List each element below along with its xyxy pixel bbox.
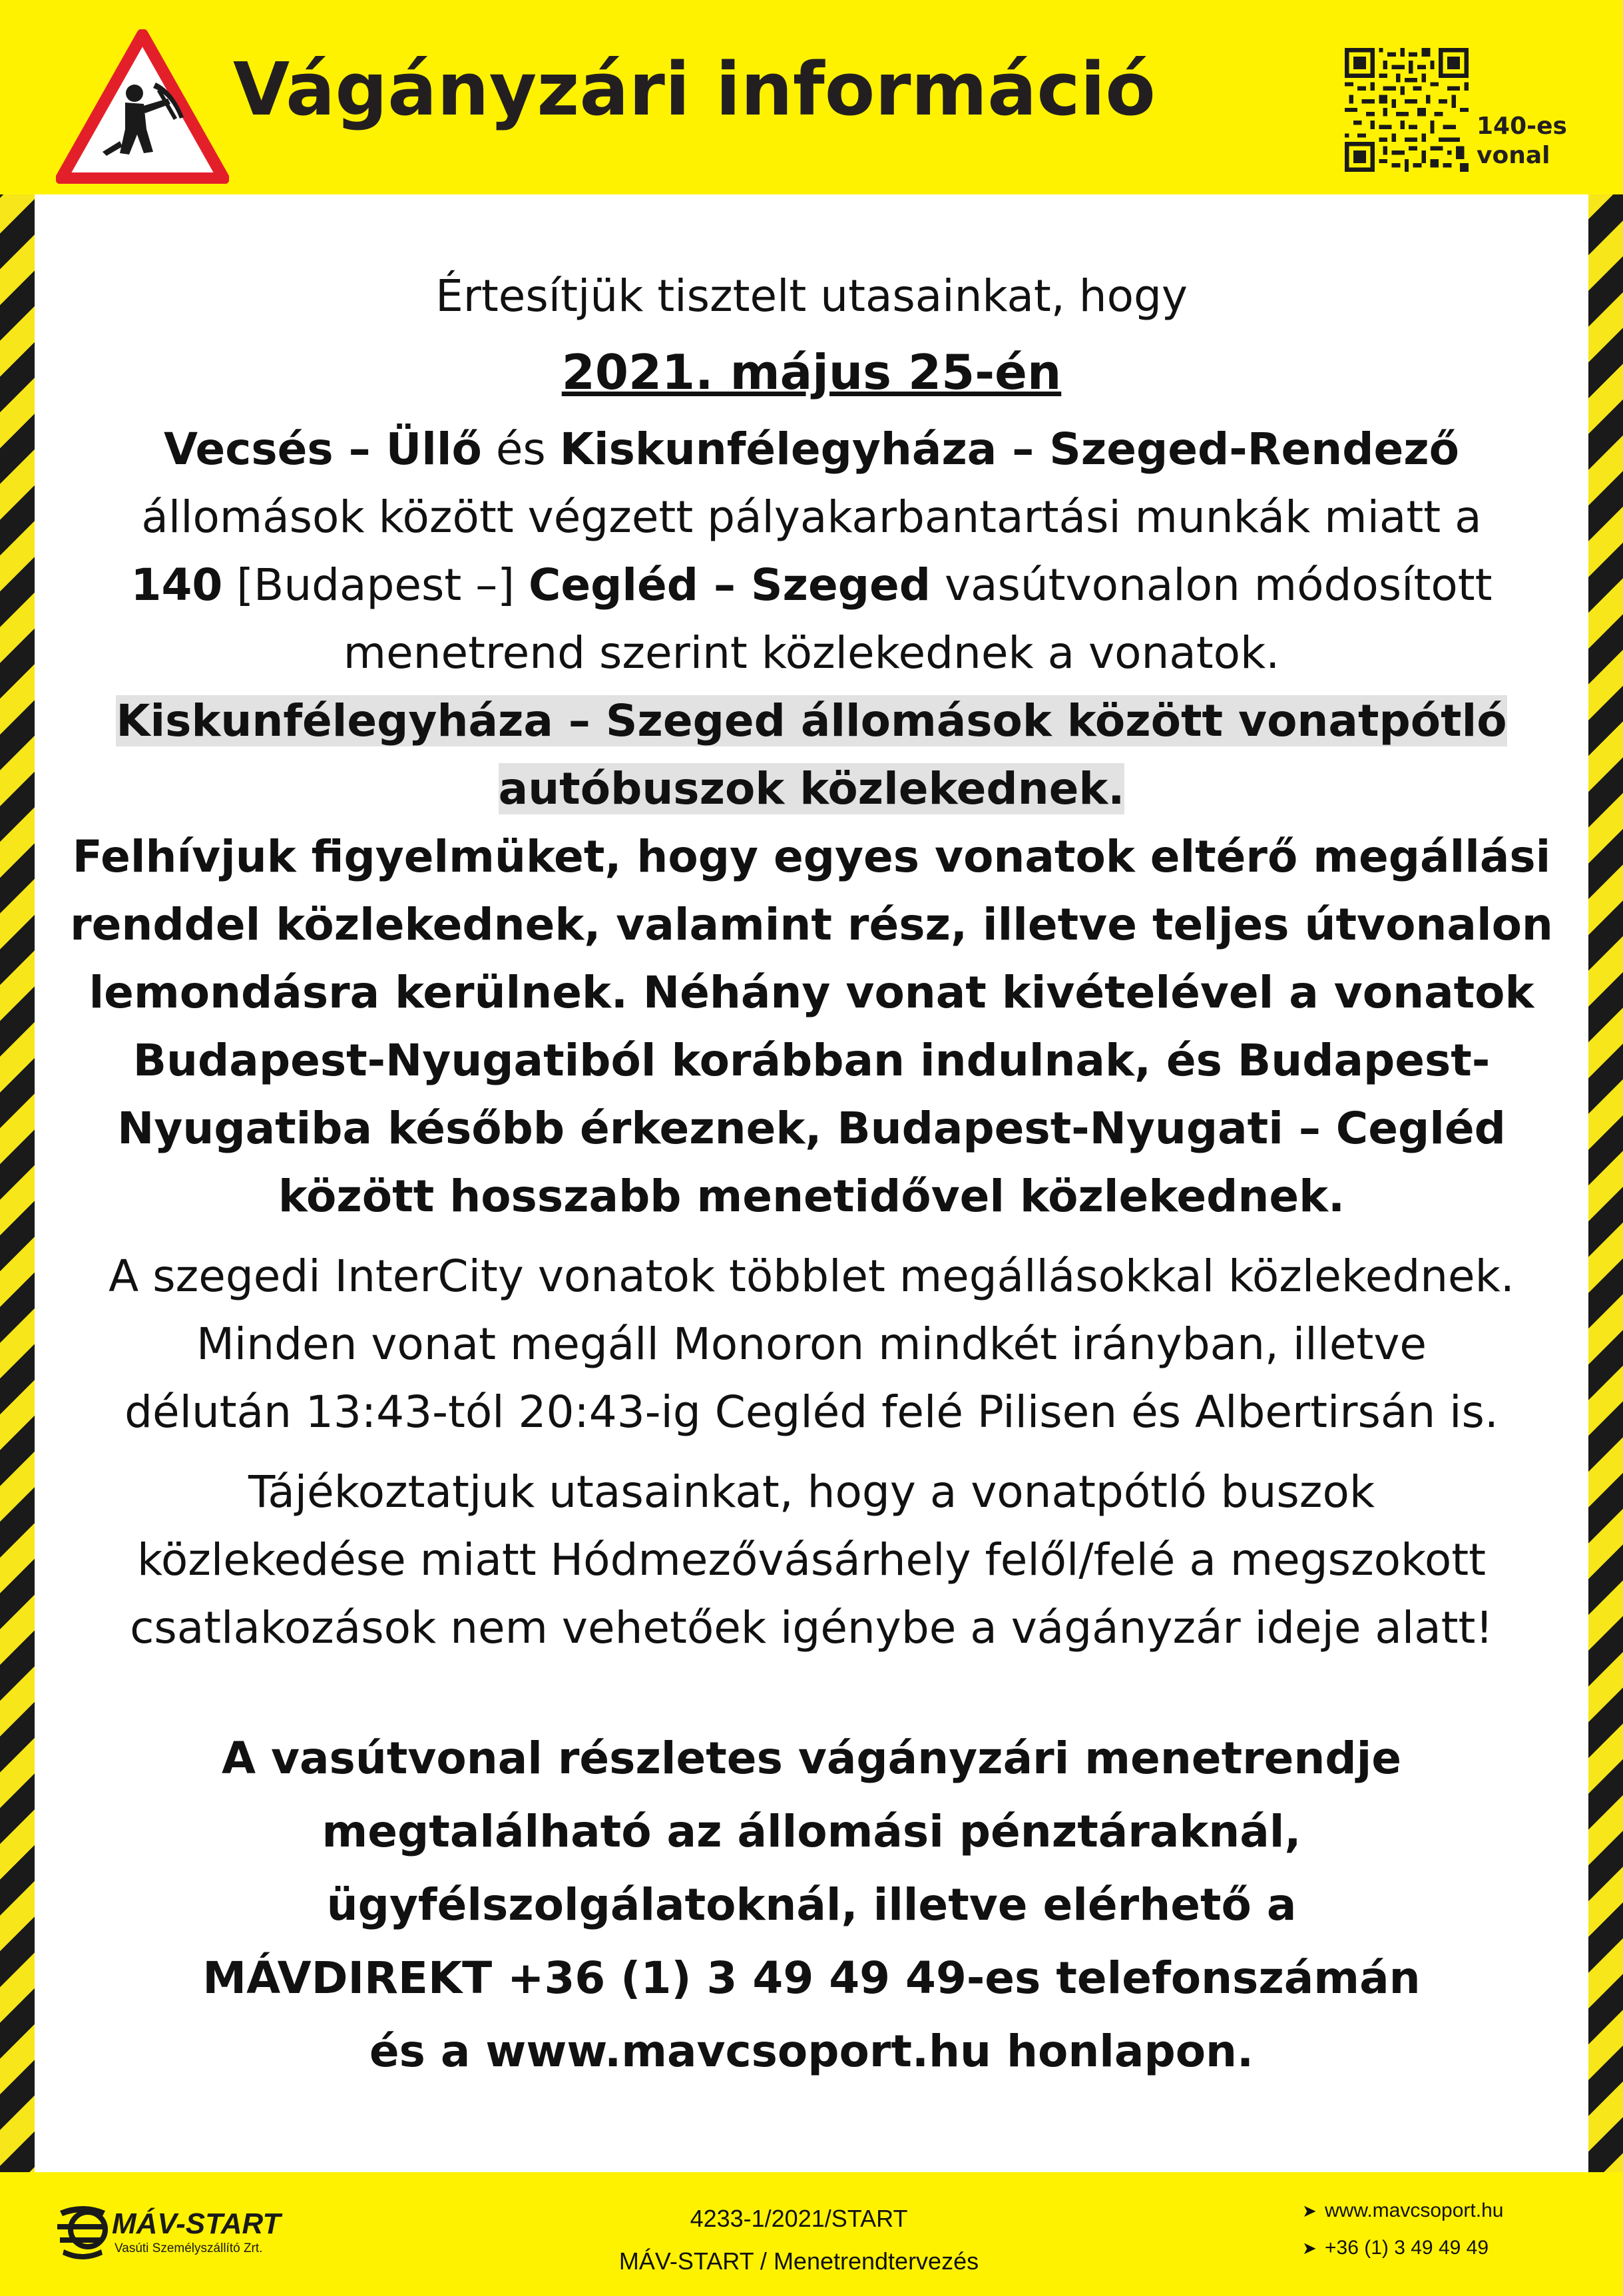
logo-sub-text: Vasúti Személyszállító Zrt. xyxy=(115,2241,263,2255)
website-row[interactable] xyxy=(1302,2192,1503,2229)
intercity-paragraph xyxy=(35,1243,1588,1446)
line-label xyxy=(1477,112,1567,170)
phone-row[interactable] xyxy=(1302,2229,1503,2267)
mav-start-logo xyxy=(56,2197,296,2261)
section-2: Kiskunfélegyháza – Szeged-Rendező xyxy=(559,424,1459,475)
connection-line: Tájékoztatjuk utasainkat, hogy a vonatpótló buszok xyxy=(248,1466,1375,1518)
closure-line-2: állomások között végzett pályakarbantartási munkák miatt a xyxy=(141,491,1482,543)
attention-line: között hosszabb menetidővel közlekednek. xyxy=(278,1171,1345,1222)
attention-line: lemondásra kerülnek. Néhány vonat kivételével a vonatok xyxy=(89,967,1534,1018)
closure-date: 2021. május 25-én xyxy=(561,344,1062,400)
replacement-bus-line-1 xyxy=(35,687,1588,755)
connector-text: és xyxy=(481,424,560,475)
closure-line-3 xyxy=(35,551,1588,619)
intercity-line: A szegedi InterCity vonatok többlet megállásokkal közlekednek. xyxy=(109,1251,1514,1302)
intercity-line: Minden vonat megáll Monoron mindkét irányban, illetve xyxy=(196,1318,1427,1370)
timetable-info-line: ügyfélszolgálatoknál, illetve elérhető a xyxy=(326,1879,1297,1930)
timetable-info-paragraph xyxy=(35,1722,1588,2088)
attention-line: Nyugatiba később érkeznek, Budapest-Nyugati – Cegléd xyxy=(117,1103,1506,1154)
line-number: 140-es xyxy=(1477,113,1567,140)
contact-info xyxy=(1302,2192,1503,2267)
route-name: Cegléd – Szeged xyxy=(528,559,931,611)
replacement-bus-highlight-1: Kiskunfélegyháza – Szeged állomások között vonatpótló xyxy=(116,695,1507,746)
document-info xyxy=(586,2197,1012,2283)
intercity-line: délután 13:43-tól 20:43-ig Cegléd felé Pilisen és Albertirsán is. xyxy=(124,1386,1499,1438)
intro-text: Értesítjük tisztelt utasainkat, hogy xyxy=(435,270,1188,322)
notice-body xyxy=(35,266,1588,2088)
arrow-right-icon: ➤ xyxy=(1302,2201,1317,2221)
closure-line-1 xyxy=(35,416,1588,483)
route-prefix: [Budapest –] xyxy=(222,559,529,611)
document-department: MÁV-START / Menetrendtervezés xyxy=(618,2247,979,2275)
attention-line: Felhívjuk figyelmüket, hogy egyes vonatok eltérő megállási xyxy=(72,831,1551,882)
timetable-info-line: és a www.mavcsoport.hu honlapon. xyxy=(369,2026,1254,2077)
document-number: 4233-1/2021/START xyxy=(690,2205,908,2232)
timetable-info-line: A vasútvonal részletes vágányzári menetrendje xyxy=(221,1733,1402,1784)
worker-warning-icon xyxy=(56,29,229,184)
timetable-info-line: megtalálható az állomási pénztáraknál, xyxy=(322,1806,1301,1857)
connection-line: csatlakozások nem vehetőek igénybe a vágányzár ideje alatt! xyxy=(130,1602,1493,1653)
route-suffix: vasútvonalon módosított xyxy=(930,559,1493,611)
closure-description xyxy=(35,416,1588,823)
closure-line-4: menetrend szerint közlekednek a vonatok. xyxy=(343,627,1280,679)
logo-main-text: MÁV-START xyxy=(112,2207,281,2240)
section-1: Vecsés – Üllő xyxy=(164,424,482,475)
attention-paragraph xyxy=(35,823,1588,1231)
replacement-bus-line-2 xyxy=(35,755,1588,823)
website-link[interactable]: www.mavcsoport.hu xyxy=(1325,2199,1504,2221)
connection-paragraph xyxy=(35,1458,1588,1662)
line-number-bold: 140 xyxy=(130,559,223,611)
qr-code-icon[interactable] xyxy=(1345,48,1469,172)
page-title: Vágányzári információ xyxy=(233,47,1156,132)
timetable-info-line: MÁVDIREKT +36 (1) 3 49 49 49-es telefonszámán xyxy=(202,1952,1421,2004)
replacement-bus-highlight-2: autóbuszok közlekednek. xyxy=(498,763,1125,814)
phone-number[interactable]: +36 (1) 3 49 49 49 xyxy=(1325,2237,1489,2259)
connection-line: közlekedése miatt Hódmezővásárhely felől/felé a megszokott xyxy=(136,1534,1487,1585)
attention-line: renddel közlekednek, valamint rész, illetve teljes útvonalon xyxy=(70,899,1553,950)
attention-line: Budapest-Nyugatiból korábban indulnak, és Budapest- xyxy=(132,1035,1491,1086)
arrow-right-icon: ➤ xyxy=(1302,2238,1317,2258)
line-word: vonal xyxy=(1477,142,1550,169)
